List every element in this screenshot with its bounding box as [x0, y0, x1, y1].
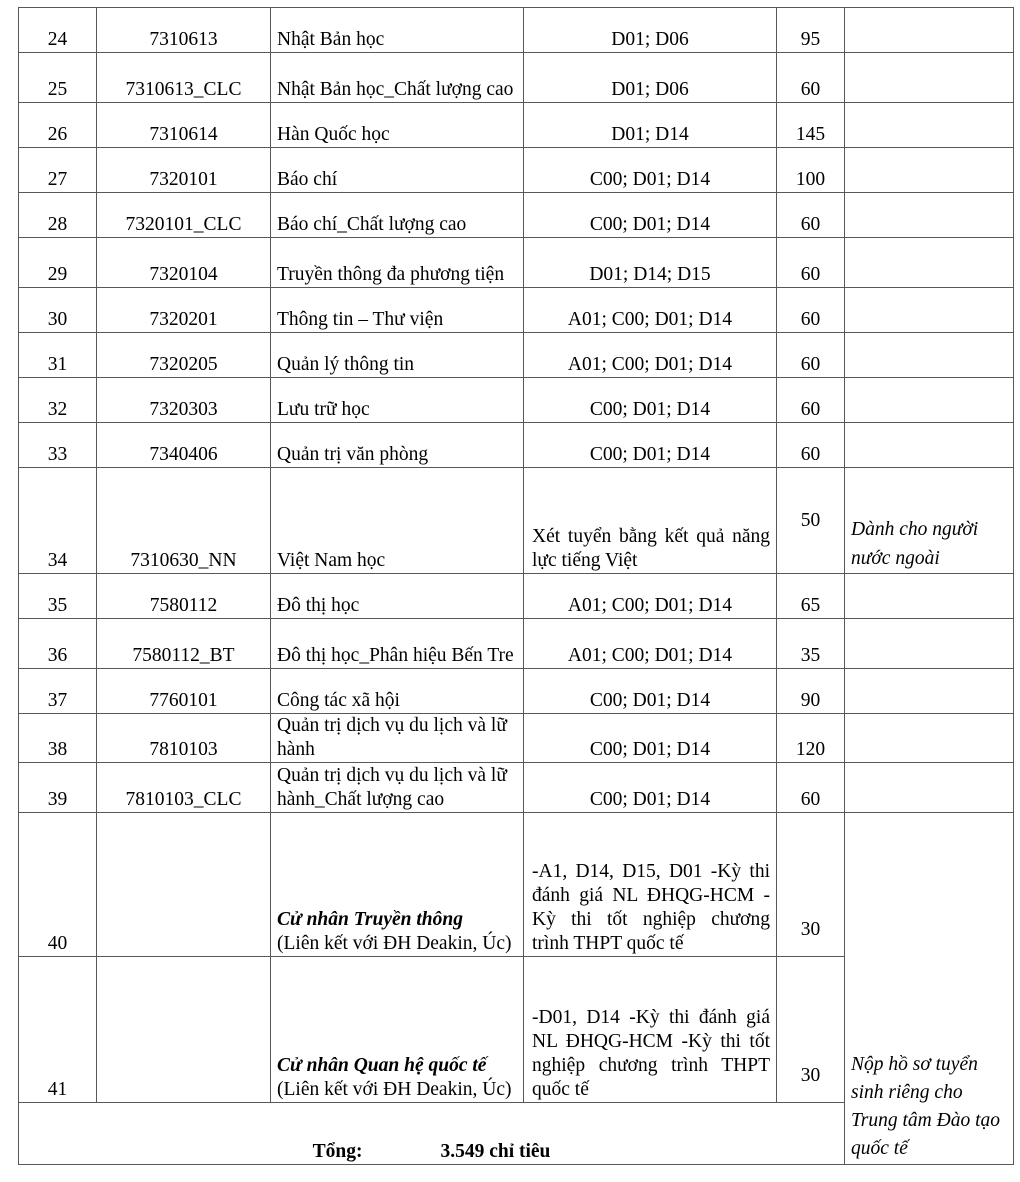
note-cell — [845, 423, 1014, 468]
major-name: Truyền thông đa phương tiện — [271, 238, 524, 288]
major-code: 7320101 — [97, 148, 271, 193]
major-name: Quản lý thông tin — [271, 333, 524, 378]
quota-value: 30 — [777, 812, 845, 956]
subject-combination: -D01, D14 -Kỳ thi đánh giá NL ĐHQG-HCM -Kỳ thi tốt nghiệp chương trình THPT quốc tế — [524, 956, 777, 1102]
subject-combination: Xét tuyển bằng kết quả năng lực tiếng Việt — [524, 468, 777, 574]
major-code: 7810103 — [97, 714, 271, 763]
table-row — [19, 103, 1014, 148]
major-name: Báo chí — [271, 148, 524, 193]
major-name: Đô thị học_Phân hiệu Bến Tre — [271, 619, 524, 669]
subject-combination: D01; D06 — [524, 53, 777, 103]
row-number: 26 — [19, 103, 97, 148]
note-cell — [845, 288, 1014, 333]
major-name-bold: Cử nhân Quan hệ quốc tế — [277, 1055, 487, 1076]
major-name-detail: (Liên kết với ĐH Deakin, Úc) — [277, 1078, 512, 1100]
table-row — [19, 574, 1014, 619]
table-row — [19, 762, 1014, 812]
note-cell — [845, 812, 1014, 1164]
major-code: 7580112_BT — [97, 619, 271, 669]
table-row — [19, 714, 1014, 763]
table-row — [19, 148, 1014, 193]
major-name: Hàn Quốc học — [271, 103, 524, 148]
subject-combination: C00; D01; D14 — [524, 423, 777, 468]
quota-value: 50 — [777, 468, 845, 574]
note-cell — [845, 619, 1014, 669]
note-cell — [845, 762, 1014, 812]
row-number: 38 — [19, 714, 97, 763]
major-name-bold: Cử nhân Truyền thông — [277, 909, 463, 930]
note-cell — [845, 193, 1014, 238]
quota-value: 120 — [777, 714, 845, 763]
row-number: 24 — [19, 8, 97, 53]
subject-combination: A01; C00; D01; D14 — [524, 333, 777, 378]
quota-value: 35 — [777, 619, 845, 669]
subject-combination: C00; D01; D14 — [524, 148, 777, 193]
table-row — [19, 378, 1014, 423]
major-name: Báo chí_Chất lượng cao — [271, 193, 524, 238]
major-name: Nhật Bản học — [271, 8, 524, 53]
row-number: 37 — [19, 669, 97, 714]
quota-value: 65 — [777, 574, 845, 619]
note-cell — [845, 103, 1014, 148]
table-row — [19, 619, 1014, 669]
quota-value: 145 — [777, 103, 845, 148]
quota-value: 60 — [777, 288, 845, 333]
row-number: 28 — [19, 193, 97, 238]
subject-combination: C00; D01; D14 — [524, 669, 777, 714]
major-name — [271, 956, 524, 1102]
note-cell — [845, 8, 1014, 53]
table-row — [19, 812, 1014, 956]
subject-combination: D01; D14; D15 — [524, 238, 777, 288]
note-cell — [845, 669, 1014, 714]
subject-combination: -A1, D14, D15, D01 -Kỳ thi đánh giá NL ĐHQG-HCM -Kỳ thi tốt nghiệp chương trình THPT quốc tế — [524, 812, 777, 956]
major-name: Công tác xã hội — [271, 669, 524, 714]
major-name: Quản trị dịch vụ du lịch và lữ hành — [271, 714, 524, 763]
table-row — [19, 53, 1014, 103]
subject-combination: A01; C00; D01; D14 — [524, 288, 777, 333]
table-row — [19, 423, 1014, 468]
major-name: Nhật Bản học_Chất lượng cao — [271, 53, 524, 103]
major-name — [271, 812, 524, 956]
table-row — [19, 8, 1014, 53]
table-row — [19, 193, 1014, 238]
row-number: 27 — [19, 148, 97, 193]
major-code: 7310614 — [97, 103, 271, 148]
table-row — [19, 333, 1014, 378]
major-name: Việt Nam học — [271, 468, 524, 574]
row-number: 30 — [19, 288, 97, 333]
note-cell — [845, 333, 1014, 378]
note-cell — [845, 574, 1014, 619]
table-row — [19, 468, 1014, 574]
note-cell — [845, 53, 1014, 103]
major-code: 7810103_CLC — [97, 762, 271, 812]
quota-value: 60 — [777, 762, 845, 812]
quota-value: 95 — [777, 8, 845, 53]
row-number: 35 — [19, 574, 97, 619]
row-number: 33 — [19, 423, 97, 468]
table-row — [19, 238, 1014, 288]
major-code: 7320303 — [97, 378, 271, 423]
note-cell: Dành cho người nước ngoài — [845, 468, 1014, 574]
quota-value: 90 — [777, 669, 845, 714]
quota-value: 30 — [777, 956, 845, 1102]
row-number: 34 — [19, 468, 97, 574]
row-number: 36 — [19, 619, 97, 669]
note-text: Nộp hồ sơ tuyển sinh riêng cho Trung tâm Đào tạo quốc tế — [851, 1053, 1000, 1160]
table-row — [19, 669, 1014, 714]
subject-combination: D01; D14 — [524, 103, 777, 148]
subject-combination: C00; D01; D14 — [524, 193, 777, 238]
row-number: 29 — [19, 238, 97, 288]
quota-value: 60 — [777, 378, 845, 423]
subject-combination: C00; D01; D14 — [524, 714, 777, 763]
row-number: 40 — [19, 812, 97, 956]
major-code: 7310613_CLC — [97, 53, 271, 103]
subject-combination: C00; D01; D14 — [524, 378, 777, 423]
major-code — [97, 956, 271, 1102]
subject-combination: D01; D06 — [524, 8, 777, 53]
major-code: 7320205 — [97, 333, 271, 378]
quota-value: 60 — [777, 238, 845, 288]
total-text: Tổng: 3.549 chỉ tiêu — [312, 1140, 551, 1162]
note-cell — [845, 378, 1014, 423]
quota-value: 60 — [777, 333, 845, 378]
quota-value: 60 — [777, 193, 845, 238]
note-cell — [845, 238, 1014, 288]
major-code: 7320104 — [97, 238, 271, 288]
note-cell — [845, 148, 1014, 193]
major-code — [97, 812, 271, 956]
row-number: 32 — [19, 378, 97, 423]
major-name-detail: (Liên kết với ĐH Deakin, Úc) — [277, 932, 512, 954]
row-number: 25 — [19, 53, 97, 103]
total-cell — [19, 1102, 845, 1164]
major-name: Quản trị dịch vụ du lịch và lữ hành_Chất lượng cao — [271, 762, 524, 812]
major-code: 7320101_CLC — [97, 193, 271, 238]
major-name: Đô thị học — [271, 574, 524, 619]
major-code: 7340406 — [97, 423, 271, 468]
major-name: Lưu trữ học — [271, 378, 524, 423]
major-code: 7310630_NN — [97, 468, 271, 574]
major-code: 7580112 — [97, 574, 271, 619]
admissions-quota-table — [18, 7, 1014, 1165]
note-cell — [845, 714, 1014, 763]
quota-value: 60 — [777, 423, 845, 468]
major-code: 7310613 — [97, 8, 271, 53]
row-number: 39 — [19, 762, 97, 812]
major-code: 7320201 — [97, 288, 271, 333]
subject-combination: C00; D01; D14 — [524, 762, 777, 812]
major-name: Quản trị văn phòng — [271, 423, 524, 468]
subject-combination: A01; C00; D01; D14 — [524, 619, 777, 669]
major-code: 7760101 — [97, 669, 271, 714]
quota-value: 100 — [777, 148, 845, 193]
row-number: 41 — [19, 956, 97, 1102]
table-row — [19, 288, 1014, 333]
row-number: 31 — [19, 333, 97, 378]
subject-combination: A01; C00; D01; D14 — [524, 574, 777, 619]
major-name: Thông tin – Thư viện — [271, 288, 524, 333]
quota-value: 60 — [777, 53, 845, 103]
